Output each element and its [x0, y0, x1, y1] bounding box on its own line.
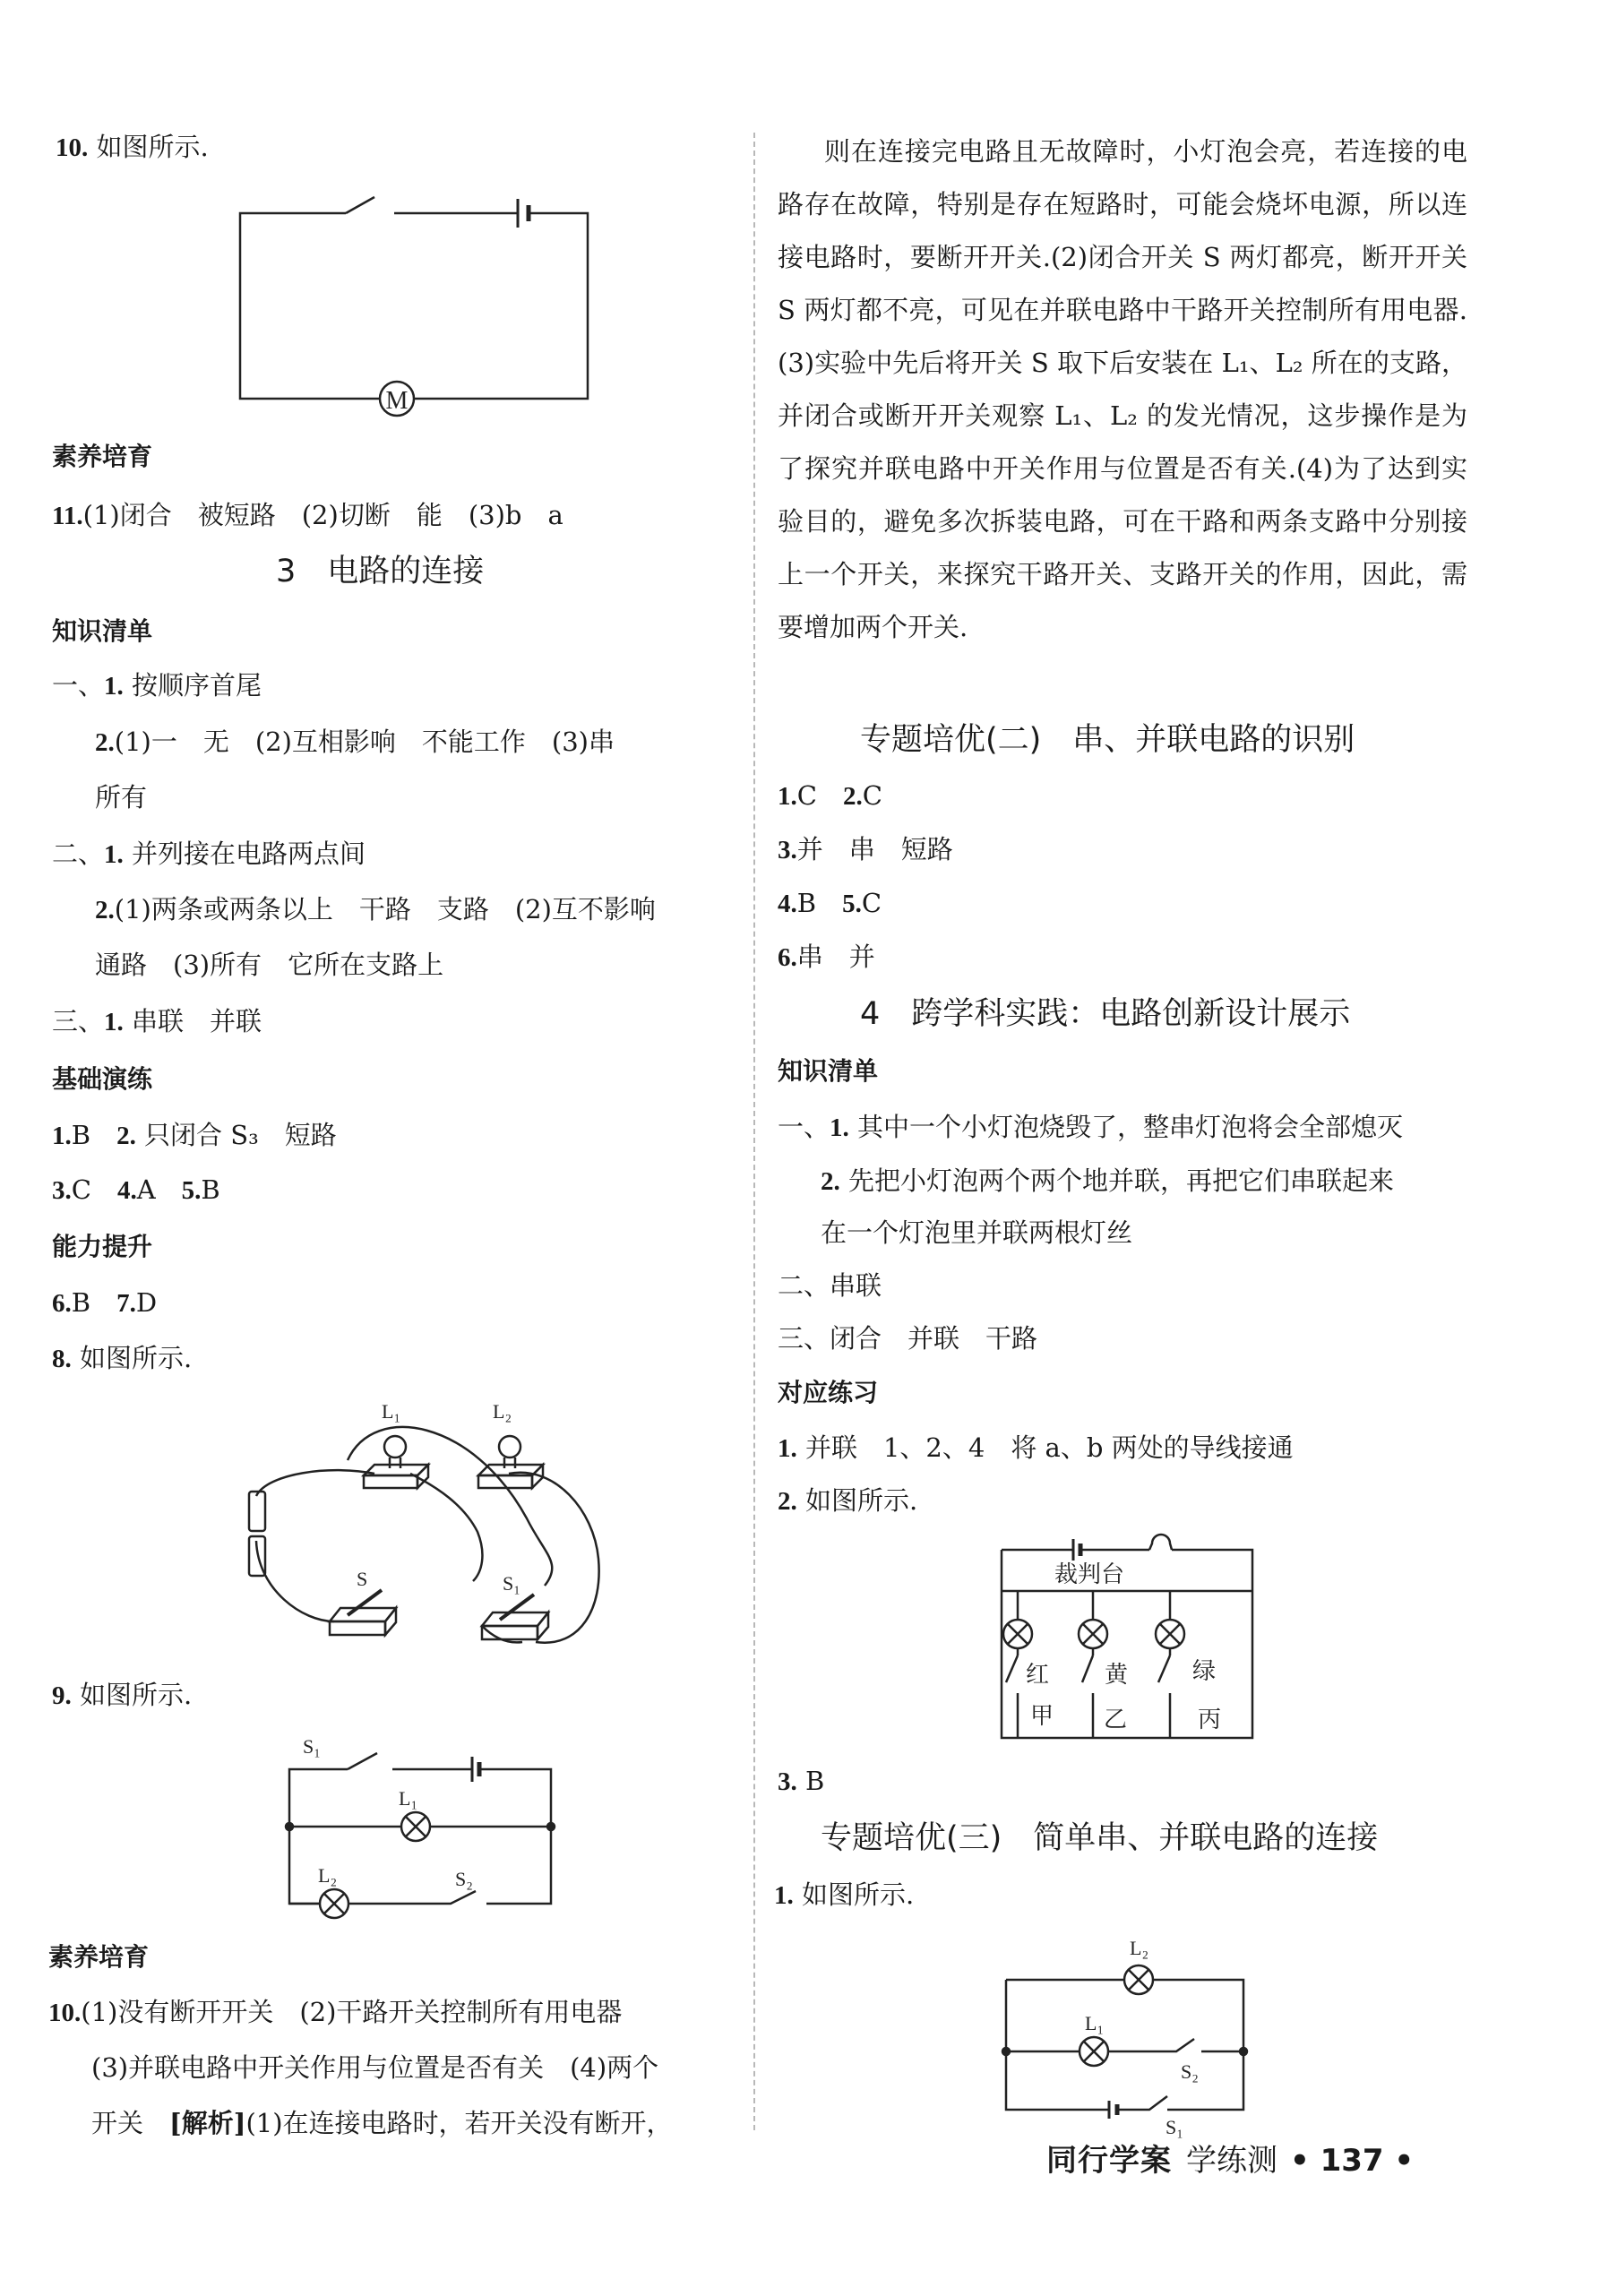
- section-heading: 基础演练: [52, 1064, 153, 1094]
- fig8-L2-label: L₂: [493, 1400, 512, 1423]
- section-heading: 能力提升: [52, 1232, 153, 1261]
- referee-circuit-diagram: [1002, 1539, 1270, 1745]
- fig9-S1-label: S₁: [303, 1735, 321, 1758]
- footer-brand: 同行学案: [1046, 2143, 1172, 2179]
- dy2-line: 2. 如图所示.: [778, 1485, 918, 1516]
- r-yi2b-line: 在一个灯泡里并联两根灯丝: [821, 1217, 1133, 1248]
- q9-line: 9. 如图所示.: [52, 1680, 193, 1710]
- q11-line: 11.(1)闭合 被短路 (2)切断 能 (3)b a: [52, 500, 563, 530]
- r-yi2-line: 2. 先把小灯泡两个两个地并联，再把它们串联起来: [821, 1165, 1394, 1196]
- fig8-physical-circuit: [249, 1402, 607, 1671]
- yi-label: 乙: [1103, 1707, 1128, 1733]
- nl1-line: 6.B 7.D: [52, 1287, 158, 1318]
- zt3-S2-label: S₂: [1181, 2060, 1199, 2083]
- section-heading: 知识清单: [52, 616, 153, 646]
- dy1-line: 1. 并联 1、2、4 将 a、b 两处的导线接通: [778, 1432, 1294, 1463]
- section-title-4: 4 跨学科实践：电路创新设计展示: [860, 996, 1351, 1032]
- fig9-circuit-diagram: [280, 1733, 585, 1913]
- fig9-L2-label: L₂: [318, 1864, 338, 1887]
- er2b-line: 通路 (3)所有 它所在支路上: [95, 950, 444, 980]
- red-light-label: 红: [1025, 1662, 1050, 1688]
- column-divider: [753, 133, 755, 2130]
- section-heading: 素养培育: [52, 442, 153, 471]
- r-san-line: 三、闭合 并联 干路: [778, 1323, 1038, 1354]
- yi1-line: 一、1. 按顺序首尾: [52, 670, 262, 701]
- r-yi1-line: 一、1. 其中一个小灯泡烧毁了，整串灯泡将会全部熄灭: [778, 1112, 1403, 1142]
- yi2b-line: 所有: [95, 782, 148, 813]
- zt3-L1-label: L₁: [1085, 2012, 1105, 2034]
- z2c-line: 4.B 5.C: [778, 888, 882, 918]
- z2b-line: 3.并 串 短路: [778, 834, 953, 864]
- zt3-circuit-diagram: [1006, 1937, 1266, 2138]
- section-title-3: 3 电路的连接: [276, 554, 485, 589]
- z3a-line: 1. 如图所示.: [774, 1879, 915, 1910]
- er2-line: 2.(1)两条或两条以上 干路 支路 (2)互不影响: [95, 894, 656, 924]
- r-er-line: 二、串联: [778, 1270, 882, 1301]
- motor-label: M: [385, 387, 409, 415]
- page-footer: [1046, 2136, 1414, 2180]
- san1-line: 三、1. 串联 并联: [52, 1006, 262, 1036]
- q10a-line: 10. 如图所示.: [56, 132, 209, 162]
- motor-circuit-diagram: [240, 188, 607, 415]
- green-light-label: 绿: [1191, 1658, 1217, 1684]
- fig8-S-label: S: [357, 1568, 368, 1590]
- fig9-L1-label: L₁: [399, 1787, 418, 1810]
- referee-label: 裁判台: [1054, 1561, 1125, 1587]
- er1-line: 二、1. 并列接在电路两点间: [52, 838, 366, 869]
- zt3-L2-label: L₂: [1130, 1937, 1149, 1959]
- footer-subtitle: 学练测: [1186, 2143, 1277, 2179]
- fig8-S1-label: S₁: [503, 1572, 520, 1595]
- section-heading: 素养培育: [48, 1942, 150, 1972]
- section-title-zt2: 专题培优(二) 串、并联电路的识别: [860, 722, 1355, 758]
- section-heading: 对应练习: [778, 1378, 879, 1407]
- page-number: • 137 •: [1290, 2143, 1415, 2179]
- z2a-line: 1.C 2.C: [778, 780, 882, 811]
- jia-label: 甲: [1029, 1703, 1054, 1729]
- q8-line: 8. 如图所示.: [52, 1343, 193, 1373]
- section-title-zt3: 专题培优(三) 简单串、并联电路的连接: [821, 1820, 1379, 1856]
- bing-label: 丙: [1197, 1707, 1222, 1733]
- zt3-S1-label: S₁: [1166, 2116, 1183, 2138]
- q10b-line3: 开关 [解析](1)在连接电路时，若开关没有断开，: [91, 2108, 673, 2138]
- fig8-L1-label: L₁: [382, 1400, 401, 1423]
- jc2-line: 3.C 4.A 5.B: [52, 1174, 220, 1205]
- jc1-line: 1.B 2. 只闭合 S₃ 短路: [52, 1120, 337, 1150]
- yellow-light-label: 黄: [1104, 1662, 1129, 1688]
- q10b-line: 10.(1)没有断开开关 (2)干路开关控制所有用电器: [48, 1997, 623, 2027]
- fig9-S2-label: S₂: [455, 1868, 473, 1890]
- analysis-paragraph: 则在连接完电路且无故障时，小灯泡会亮，若连接的电路存在故障，特别是存在短路时，可能会烧坏电源，所以连接电路时，要断开开关.(2)闭合开关 S 两灯都亮，断开开关 S 两灯都不亮，可见在并联电路中干路开关控制所有用电器.(3)实验中先后将开关 S 取下后安装在 L₁、L₂ 所在的支路，并闭合或断开开关观察 L₁、L₂ 的发光情况，这步操作是为了探究并联电路中开关作用与位置是否有关.(4)为了达到实验目的，避免多次拆装电路，可在干路和两条支路中分别接上一个开关，来探究干路开关、支路开关的作用，因此，需要增加两个开关.: [778, 136, 1467, 642]
- section-heading: 知识清单: [778, 1056, 879, 1086]
- dy3-line: 3. B: [778, 1766, 825, 1796]
- yi2-line: 2.(1)一 无 (2)互相影响 不能工作 (3)串: [95, 727, 615, 757]
- q10b-line2: (3)并联电路中开关作用与位置是否有关 (4)两个: [91, 2052, 659, 2083]
- z2d-line: 6.串 并: [778, 942, 875, 972]
